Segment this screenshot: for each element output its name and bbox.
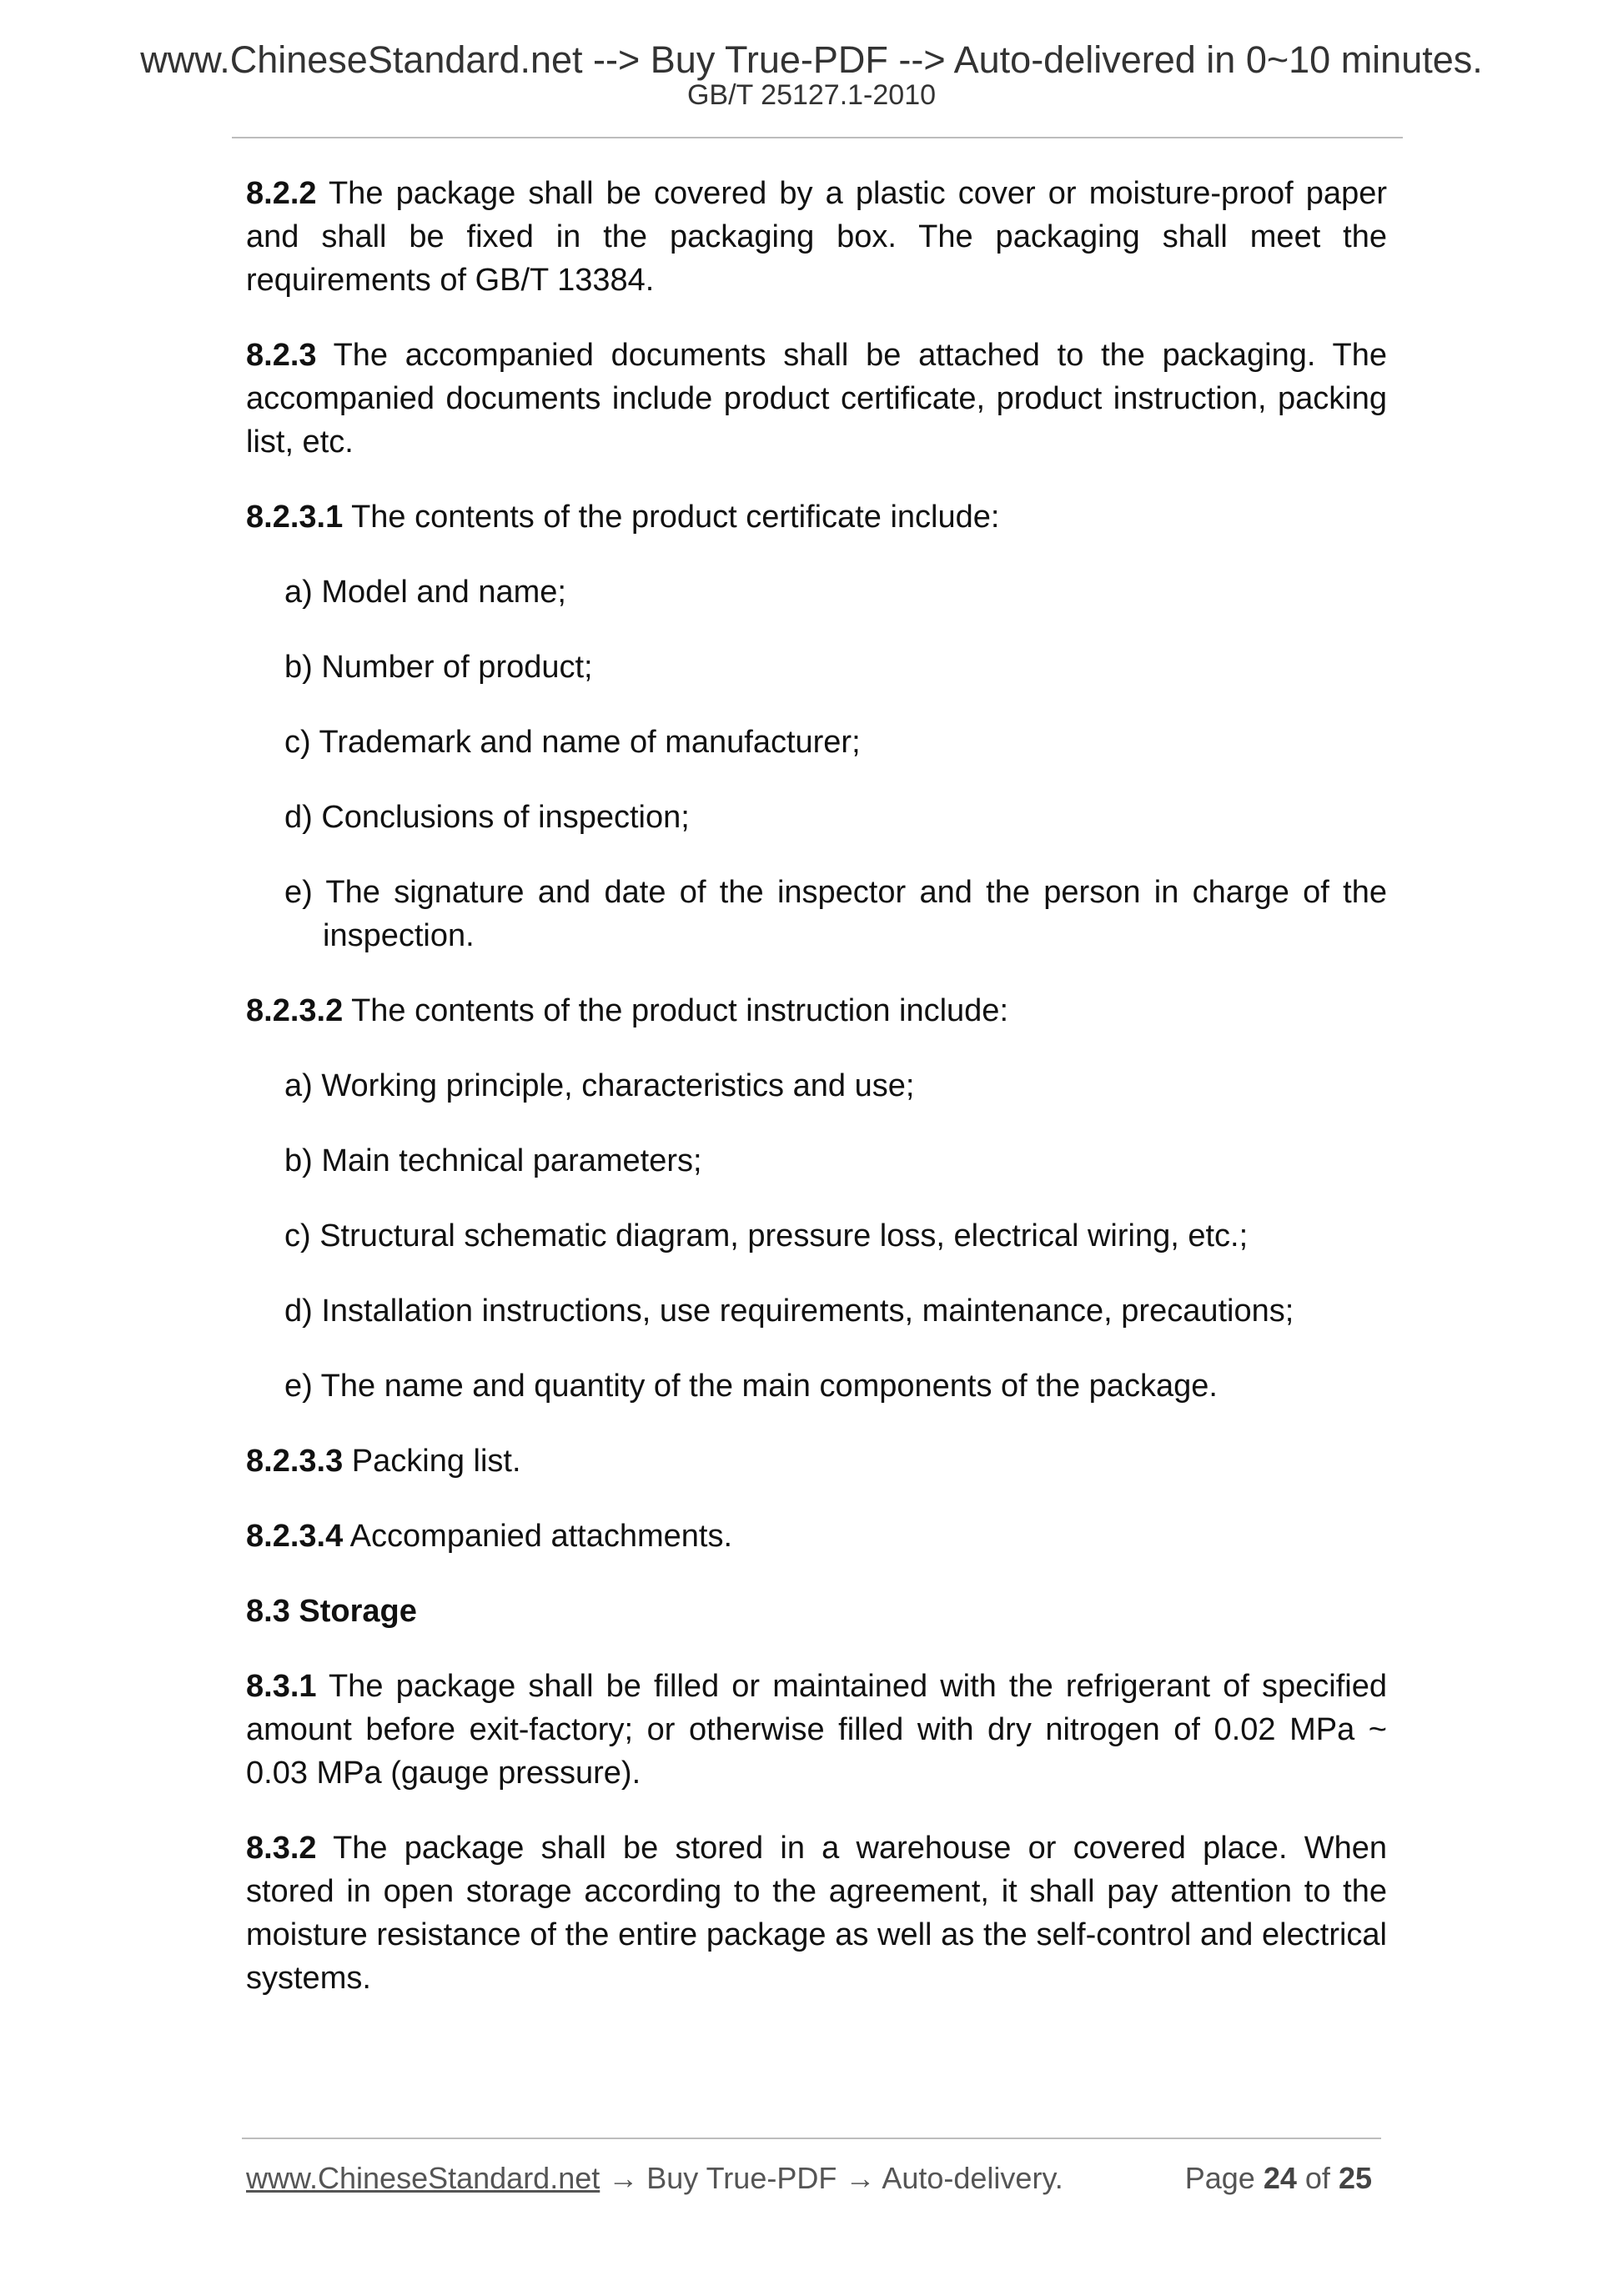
list-item: b) Number of product; xyxy=(284,650,593,685)
clause-text: The package shall be covered by a plastic cover or moisture-proof paper and shall be fixed in the packaging box. The packaging shall meet the requirements of GB/T 13384. xyxy=(246,176,1387,298)
clause-number: 8.2.3 xyxy=(246,338,317,373)
list-item: b) Main technical parameters; xyxy=(284,1143,702,1178)
clause-number: 8.3.1 xyxy=(246,1669,317,1704)
document-body xyxy=(246,172,1387,2032)
clause-number: 8.3.2 xyxy=(246,1831,317,1866)
total-pages: 25 xyxy=(1338,2161,1372,2195)
clause-number: 8.2.3.1 xyxy=(246,500,344,535)
list-item: e) The name and quantity of the main components of the package. xyxy=(284,1369,1218,1404)
clause-text: The package shall be stored in a warehouse or covered place. When stored in open storage according to the agreement, it shall pay attention to the moisture resistance of the entire package as well as the self-control and electrical systems. xyxy=(246,1831,1387,1996)
arrow-right-icon: → xyxy=(845,2161,876,2195)
of-label: of xyxy=(1304,2161,1330,2195)
clause-text: The contents of the product instruction include: xyxy=(343,993,1008,1028)
clause-8-2-3-3 xyxy=(246,1439,1387,1483)
current-page: 24 xyxy=(1263,2161,1297,2195)
clause-8-2-3-2 xyxy=(246,989,1387,1032)
list-item: a) Model and name; xyxy=(284,575,566,610)
list-item: d) Conclusions of inspection; xyxy=(284,800,690,835)
header-divider xyxy=(232,137,1403,138)
clause-8-2-3 xyxy=(246,334,1387,464)
page-number xyxy=(1185,2160,1372,2197)
clause-number: 8.2.2 xyxy=(246,176,317,211)
list-item: c) Structural schematic diagram, pressure loss, electrical wiring, etc.; xyxy=(284,1218,1249,1254)
list-item: c) Trademark and name of manufacturer; xyxy=(284,725,861,760)
list-item: e) The signature and date of the inspector and the person in charge of the inspection. xyxy=(284,875,1387,953)
clause-text: The contents of the product certificate include: xyxy=(343,500,1000,535)
footer-delivery-text: Auto-delivery. xyxy=(875,2161,1063,2195)
footer-divider xyxy=(242,2138,1381,2139)
standard-code: GB/T 25127.1-2010 xyxy=(686,79,937,111)
clause-text: The accompanied documents shall be attached to the packaging. The accompanied documents include product certificate, product instruction, packing list, etc. xyxy=(246,338,1387,460)
clause-text: Packing list. xyxy=(343,1444,521,1479)
clause-8-2-3-1 xyxy=(246,495,1387,539)
clause-number: 8.2.3.2 xyxy=(246,993,344,1028)
clause-number: 8.2.3.4 xyxy=(246,1519,344,1554)
clause-text: Accompanied attachments. xyxy=(343,1519,733,1554)
list-item: d) Installation instructions, use requirements, maintenance, precautions; xyxy=(284,1294,1294,1329)
footer-promo xyxy=(246,2160,1063,2197)
footer-buy-text: Buy True-PDF xyxy=(638,2161,846,2195)
clause-8-3-1 xyxy=(246,1665,1387,1795)
list-item: a) Working principle, characteristics and use; xyxy=(284,1068,915,1103)
clause-number: 8.2.3.3 xyxy=(246,1444,344,1479)
arrow-right-icon: → xyxy=(608,2161,639,2195)
section-heading-storage: 8.3 Storage xyxy=(246,1594,417,1629)
page-label: Page xyxy=(1184,2161,1255,2195)
site-banner: www.ChineseStandard.net --> Buy True-PDF --> Auto-delivered in 0~10 minutes. xyxy=(140,38,1483,81)
site-link[interactable]: www.ChineseStandard.net xyxy=(246,2161,600,2195)
clause-8-2-3-4 xyxy=(246,1515,1387,1558)
clause-8-2-2 xyxy=(246,172,1387,302)
clause-8-3-2 xyxy=(246,1826,1387,2000)
clause-text: The package shall be filled or maintained with the refrigerant of specified amount before exit-factory; or otherwise filled with dry nitrogen of 0.02 MPa ~ 0.03 MPa (gauge pressure). xyxy=(246,1669,1387,1791)
